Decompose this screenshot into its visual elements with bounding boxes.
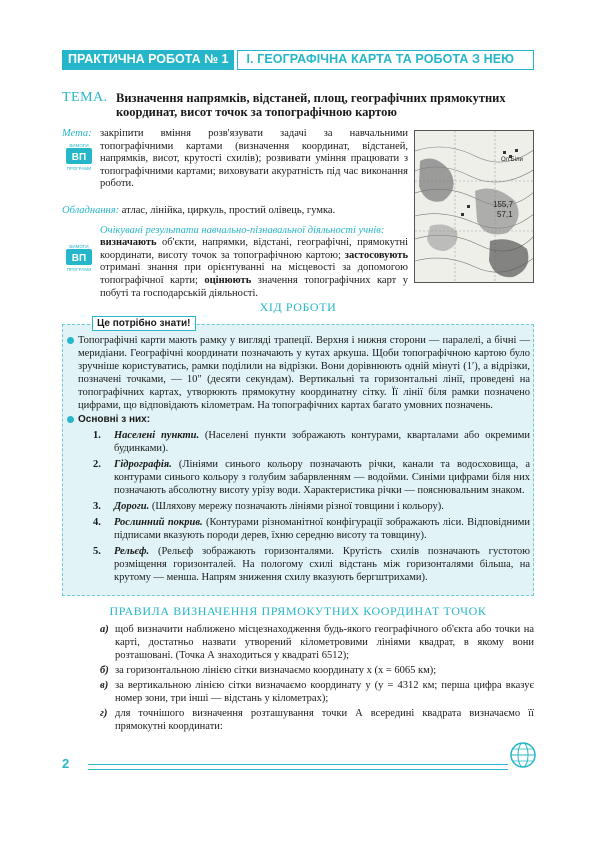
goals-text: закріпити вміння розв'язувати задачі за навчальними топографічними картами (визначення координат, відстаней, напрямків, висот, крутості схилів); розвивати уміння працювати з топографічними картами; виховувати акуратність під час виконання роботи. bbox=[100, 128, 408, 190]
header-practical-work: ПРАКТИЧНА РОБОТА № 1 bbox=[62, 50, 234, 70]
rule-letter: в) bbox=[100, 680, 109, 691]
rule-item bbox=[100, 679, 534, 705]
symbol-item-number: 2. bbox=[93, 459, 101, 470]
page-header bbox=[62, 50, 534, 70]
svg-text:ВП: ВП bbox=[71, 152, 87, 163]
rule-text: для точнішого визначення розташування точки А всередині квадрата визначаємо її прямокутні координати: bbox=[115, 708, 534, 732]
topic-text: Визначення напрямків, відстаней, площ, географічних прямокутних координат, висот точок за топографічною картою bbox=[116, 91, 506, 119]
rule-item bbox=[100, 623, 534, 662]
topic-label: ТЕМА. bbox=[62, 90, 108, 105]
symbol-item-title: Гідрографія. bbox=[114, 459, 172, 470]
equipment-text: атлас, лінійка, циркуль, простий олівець, гумка. bbox=[121, 205, 336, 216]
work-title: ХІД РОБОТИ bbox=[259, 300, 337, 314]
svg-text:ВП: ВП bbox=[71, 252, 87, 264]
symbol-item-number: 5. bbox=[93, 546, 101, 557]
results-keyword-3: оцінюють bbox=[204, 274, 252, 286]
svg-text:ПРОГРАМИ: ПРОГРАМИ bbox=[66, 166, 92, 171]
rule-letter: б) bbox=[100, 665, 109, 676]
symbol-item-number: 1. bbox=[93, 430, 101, 441]
map-label-settlement: Ол.Біли bbox=[501, 157, 523, 163]
topic-block bbox=[62, 91, 532, 119]
results-text-3: значення топографічних карт у побуті та господарській діяльності. bbox=[100, 274, 408, 299]
symbol-item-text: (Контурами різноманітної конфігурації зображають ліси. Відповідними підписами вказують породи дерев, їхню середню висоту та товщину). bbox=[114, 517, 530, 541]
rule-item bbox=[100, 707, 534, 733]
svg-text:ПРОГРАМИ: ПРОГРАМИ bbox=[66, 266, 92, 272]
goals-column bbox=[62, 128, 408, 300]
bullet-dot-icon bbox=[67, 416, 74, 423]
symbol-item-title: Рельєф. bbox=[114, 546, 150, 557]
symbol-item-title: Дороги. bbox=[114, 501, 150, 512]
results-text bbox=[100, 237, 408, 300]
results-keyword-2: застосовують bbox=[344, 249, 409, 261]
rule-item bbox=[100, 664, 534, 677]
symbol-item-text: (Шляхову мережу позначають лініями різної товщини і кольору). bbox=[149, 501, 444, 512]
program-requirements-icon bbox=[62, 243, 96, 273]
goals-label: Мета: bbox=[62, 128, 92, 139]
rule-letter: г) bbox=[100, 708, 108, 719]
results-keyword-1: визначають bbox=[100, 237, 157, 249]
symbol-item bbox=[66, 500, 530, 513]
topographic-map-image bbox=[414, 130, 534, 283]
main-symbols-heading bbox=[66, 413, 530, 426]
main-symbols-heading-text: Основні з них: bbox=[78, 414, 151, 425]
map-label-height: 155,7 bbox=[493, 200, 514, 209]
map-label-height-2: 57,1 bbox=[497, 210, 513, 219]
symbol-item bbox=[66, 429, 530, 455]
footer-rule bbox=[88, 764, 508, 770]
symbol-item-title: Рослинний покрив. bbox=[114, 517, 203, 528]
rule-text: за вертикальною лінією сітки визначаємо координату y (y = 4312 км; перша цифра вказує номер зони, три інші — відстань у кілометрах); bbox=[115, 680, 534, 704]
symbol-item-text: (Лініями синього кольору позначають річки, канали та водосховища, а контурами синього кольору з голубим забарвленням — водойми. Синіми цифрами біля них позначають абсолютну висоту урізу води. Характеристика річки — пояснювальним знаком. bbox=[114, 459, 530, 496]
svg-text:ВИМОГИ: ВИМОГИ bbox=[69, 243, 89, 249]
rules-list bbox=[100, 623, 534, 735]
symbol-item bbox=[66, 516, 530, 542]
results-heading: Очікувані результати навчально-пізнавальної діяльності учнів: bbox=[100, 224, 385, 236]
symbol-item bbox=[66, 545, 530, 584]
must-know-paragraph-text: Топографічні карти мають рамку у вигляді трапеції. Верхня і нижня сторони — паралелі, а бічні — меридіани. Географічні координати позначають у кутах аркуша. Щоби топографічною картою було зручніше користуватись, рамки поділили на відрізки. Вони дорівнюють одній мінуті (1′), а відрізки, позначені точками, — 10″ (десяти секундам). Вертикальні та горизонтальні лінії, проведені на топографічних картах, утворюють прямокутну координатну сітку. Її лінії біля рамки позначено цифрами, що відповідають кілометрам. На топографічних картах багато умовних позначень. bbox=[78, 335, 530, 411]
symbol-item-number: 4. bbox=[93, 517, 101, 528]
rules-title: ПРАВИЛА ВИЗНАЧЕННЯ ПРЯМОКУТНИХ КООРДИНАТ ТОЧОК bbox=[109, 604, 487, 618]
symbol-item-title: Населені пункти. bbox=[114, 430, 200, 441]
results-text-1: об'єкти, напрямки, відстані, географічні, прямокутні координати, висоту точок за топографічною картою; bbox=[100, 237, 408, 261]
svg-text:ВИМОГИ: ВИМОГИ bbox=[69, 143, 89, 148]
program-requirements-icon bbox=[62, 142, 96, 172]
symbol-item bbox=[66, 458, 530, 497]
rule-letter: а) bbox=[100, 624, 109, 635]
bullet-dot-icon bbox=[67, 337, 74, 344]
rule-text: щоб визначити наближено місцезнаходження будь-якого географічного об'єкта або точки на карті, достатньо назвати утворений кілометровими лініями квадрат, в якому вони розташовані. (Точка А знаходиться у квадраті 6512); bbox=[115, 624, 534, 661]
globe-icon bbox=[508, 740, 538, 770]
must-know-content bbox=[66, 334, 530, 584]
rule-text: за горизонтальною лінією сітки визначаємо координату x (x = 6065 км); bbox=[115, 665, 437, 676]
results-text-2: отримані знання при орієнтуванні на місцевості за допомогою топографічної карти; bbox=[100, 262, 408, 286]
must-know-tab: Це потрібно знати! bbox=[92, 316, 196, 331]
must-know-paragraph bbox=[66, 334, 530, 412]
symbol-item-text: (Населені пункти зображають контурами, кварталами або окремими будинками). bbox=[114, 430, 530, 454]
symbol-item-text: (Рельєф зображають горизонталями. Крутість схилів позначають густотою розміщення горизонталей. На пологому схилі відстань між горизонталями більша, на крутому — менша. Напрям зниження схилу вказують бергштрихами). bbox=[114, 546, 530, 583]
equipment-label: Обладнання: bbox=[62, 205, 120, 216]
symbol-item-number: 3. bbox=[93, 501, 101, 512]
page-number: 2 bbox=[62, 756, 70, 771]
header-section-title: І. ГЕОГРАФІЧНА КАРТА ТА РОБОТА З НЕЮ bbox=[237, 50, 534, 70]
